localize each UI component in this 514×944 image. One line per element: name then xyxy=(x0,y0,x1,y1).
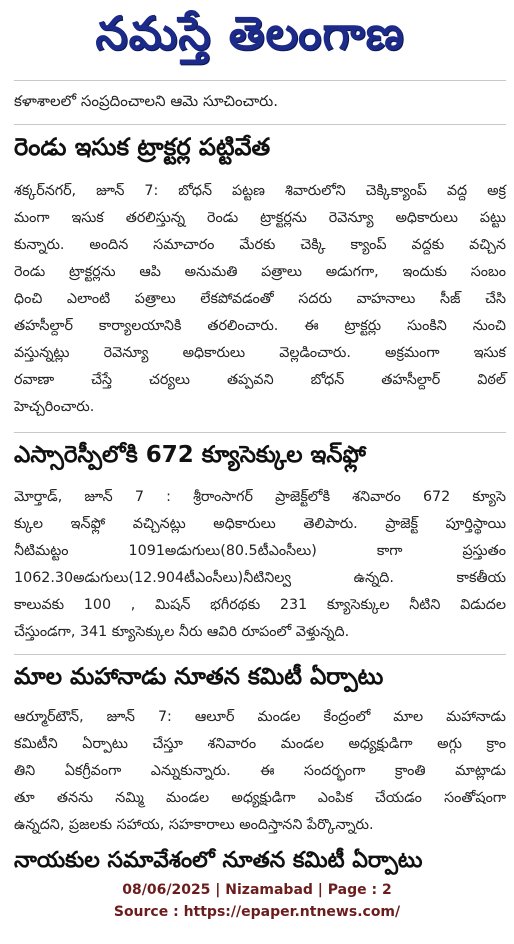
previous-article-fragment: కళాశాలలో సంప్రదించాలని ఆమె సూచించారు. xyxy=(14,92,278,110)
footer-edition-info: 08/06/2025 | Nizamabad | Page : 2 xyxy=(122,882,392,898)
article-divider xyxy=(14,654,506,655)
footer-source-link: Source : https://epaper.ntnews.com/ xyxy=(113,904,401,920)
article-3-line: ఆర్మూర్‌టౌన్, జూన్ 7: ఆలూర్ మండల కేంద్రంలో మాల మహానాడు xyxy=(14,709,506,725)
article-1-line: ధించి ఎలాంటి పత్రాలు లేకపోవడంతో సదరు వాహనాలు సీజ్ చేసి xyxy=(14,291,506,307)
article-3-line: తూ తనను నమ్మి మండల అధ్యక్షుడిగా ఎంపిక చేయడం సంతోషంగా xyxy=(14,790,506,806)
article-1-line: వస్తున్నట్లు రెవెన్యూ అధికారులు వెల్లడించారు. అక్రమంగా ఇసుక xyxy=(14,345,506,361)
article-1-line: హెచ్చరించారు. xyxy=(14,399,95,415)
article-divider xyxy=(14,124,506,125)
next-article-fragment: నాయకుల సమావేశంలో నూతన కమిటీ ఏర్పాటు xyxy=(14,848,423,873)
article-2-line: మోర్తాడ్, జూన్ 7 : శ్రీరాంసాగర్ ప్రాజెక్ట్‌లోకి శనివారం 672 క్యూసె xyxy=(14,489,506,505)
article-3-line: కమిటీని ఏర్పాటు చేస్తూ శనివారం మండల అధ్యక్షుడిగా అగ్గు క్రాం xyxy=(14,736,506,752)
masthead-divider xyxy=(14,80,506,81)
masthead-title: నమస్తే తెలంగాణ xyxy=(95,6,405,60)
article-1-line: రెండు ట్రాక్టర్లను ఆపి అనుమతి పత్రాలు అడుగగా, ఇందుకు సంబం xyxy=(14,264,506,280)
article-1-line: తహసీల్దార్ కార్యాలయానికి తరలించారు. ఈ ట్రాక్టర్లు సుంకిని నుంచి xyxy=(14,318,506,334)
article-1-line: రవాణా చేస్తే చర్యలు తప్పవని బోధన్ తహసీల్దార్ విఠల్ xyxy=(14,372,506,388)
article-3-line: తిని ఏకగ్రీవంగా ఎన్నుకున్నారు. ఈ సందర్భంగా క్రాంతి మాట్లాడు xyxy=(14,763,506,779)
article-1-line: శక్కర్‌నగర్, జూన్ 7: బోధన్ పట్టణ శివారులోని చెక్కిక్యాంప్ వద్ద అక్ర xyxy=(14,183,506,199)
article-1-headline: రెండు ఇసుక ట్రాక్టర్ల పట్టివేత xyxy=(14,133,271,161)
article-2-body xyxy=(14,484,506,648)
article-2-line: నీటిమట్టం 1091అడుగులు(80.5టీఎంసీలు) కాగా ప్రస్తుతం xyxy=(14,543,506,559)
article-1-body xyxy=(14,178,506,428)
article-1-line: కున్నారు. అందిన సమాచారం మేరకు చెక్కి క్యాంప్ వద్దకు వచ్చిన xyxy=(14,237,506,253)
article-2-line: కాలువకు 100 , మిషన్ భగీరథకు 231 క్యూసెక్కుల నీటిని విడుదల xyxy=(14,597,506,613)
article-2-headline: ఎస్సారెస్పీలోకి 672 క్యూసెక్కుల ఇన్‌ఫ్లో xyxy=(14,442,366,468)
article-3-headline: మాల మహానాడు నూతన కమిటీ ఏర్పాటు xyxy=(14,664,384,690)
article-2-line: క్కుల ఇన్‌ఫ్లో వచ్చినట్లు అధికారులు తెలిపారు. ప్రాజెక్ట్ పూర్తిస్థాయి xyxy=(14,516,506,532)
article-divider xyxy=(14,432,506,433)
article-3-line: ఉన్నదని, ప్రజలకు సహాయ, సహకారాలు అందిస్తానని పేర్కొన్నారు. xyxy=(14,817,374,833)
article-3-body xyxy=(14,704,506,842)
article-2-line: చేస్తుండగా, 341 క్యూసెక్కుల నీరు ఆవిరి రూపంలో వెళ్తున్నది. xyxy=(14,624,350,640)
article-1-line: మంగా ఇసుక తరలిస్తున్న రెండు ట్రాక్టర్లను రెవెన్యూ అధికారులు పట్టు xyxy=(14,210,506,226)
newspaper-masthead xyxy=(40,2,460,76)
article-2-line: 1062.30అడుగులు(12.904టీఎంసీలు)నీటినిల్వ ఉన్నది. కాకతీయ xyxy=(14,570,506,586)
